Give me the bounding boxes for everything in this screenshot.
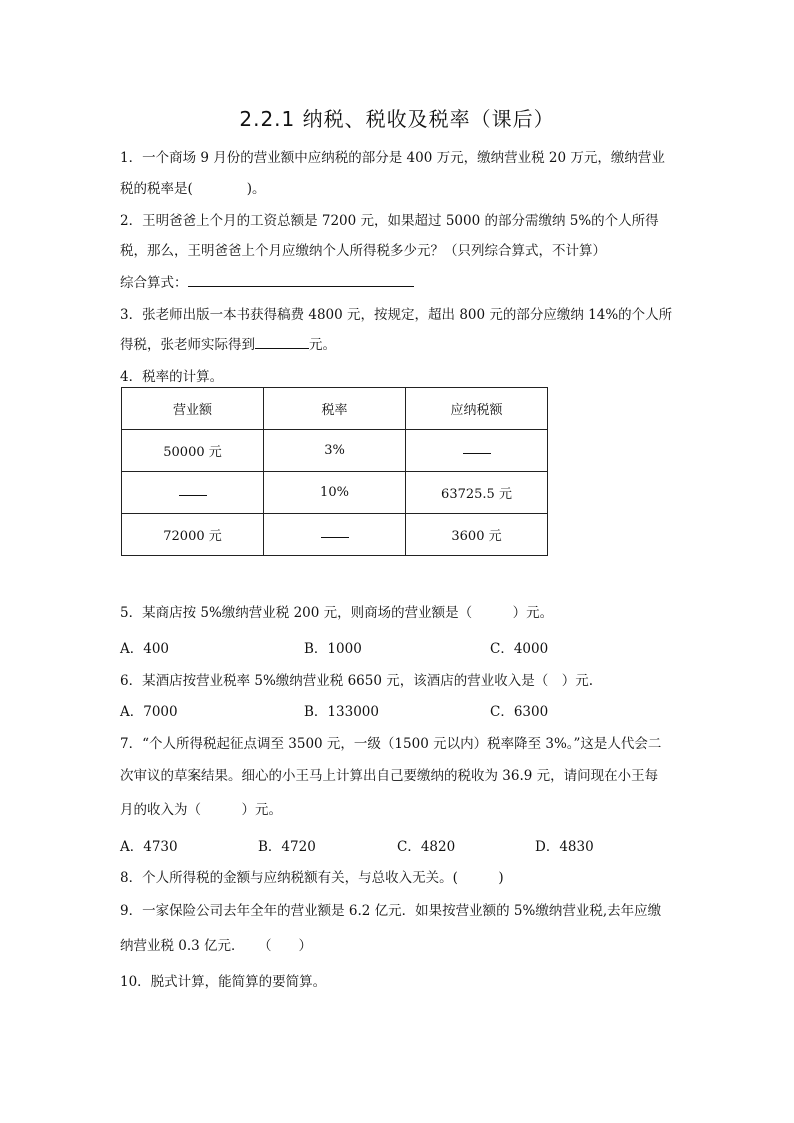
- q2-line2: 税，那么，王明爸爸上个月应缴纳个人所得税多少元？（只列综合算式，不计算）: [120, 243, 606, 259]
- table-cell: 63725.5 元: [406, 472, 548, 514]
- q7-option-d[interactable]: D．4830: [535, 839, 594, 855]
- q1-line2: 税的税率是( )。: [120, 181, 266, 197]
- q6-option-b[interactable]: B．133000: [304, 704, 379, 720]
- q5-option-b[interactable]: B．1000: [304, 641, 362, 657]
- table-cell: [264, 514, 406, 556]
- q3-line2-end: 元。: [309, 337, 336, 353]
- table-cell: 3600 元: [406, 514, 548, 556]
- q2-line1: 2．王明爸爸上个月的工资总额是 7200 元，如果超过 5000 的部分需缴纳 5%的个人所得: [120, 213, 659, 229]
- table-cell: [406, 430, 548, 472]
- answer-blank[interactable]: [463, 443, 491, 454]
- table-cell: [122, 472, 264, 514]
- q3-answer-blank[interactable]: [255, 336, 309, 349]
- table-header-row: [122, 388, 548, 430]
- table-row: [122, 472, 548, 514]
- table-cell: 72000 元: [122, 514, 264, 556]
- q2-answer: [120, 271, 414, 291]
- tax-rate-table: [121, 387, 548, 556]
- q5-text: 5．某商店按 5%缴纳营业税 200 元，则商场的营业额是（ ）元。: [120, 605, 554, 621]
- answer-blank[interactable]: [179, 485, 207, 496]
- q8-text: 8．个人所得税的金额与应纳税额有关，与总收入无关。( ): [120, 870, 504, 886]
- q2-answer-label: 综合算式：: [120, 275, 188, 291]
- table-row: [122, 430, 548, 472]
- table-row: [122, 514, 548, 556]
- q2-answer-blank[interactable]: [188, 274, 414, 287]
- q4-label: 4．税率的计算。: [120, 369, 224, 385]
- q7-line1: 7．“个人所得税起征点调至 3500 元，一级（1500 元以内）税率降至 3%。”这是人代会二: [120, 736, 662, 752]
- q1-line1: 1．一个商场 9 月份的营业额中应纳税的部分是 400 万元，缴纳营业税 20 万元，缴纳营业: [120, 150, 665, 166]
- q5-option-a[interactable]: A．400: [120, 641, 170, 657]
- table-header: 应纳税额: [406, 388, 548, 430]
- q7-option-b[interactable]: B．4720: [258, 839, 316, 855]
- q9-line2: 纳营业税 0.3 亿元． （ ）: [120, 938, 313, 954]
- q6-text: 6．某酒店按营业税率 5%缴纳营业税 6650 元，该酒店的营业收入是（ ）元.: [120, 673, 594, 689]
- q7-option-c[interactable]: C．4820: [397, 839, 456, 855]
- q7-option-a[interactable]: A．4730: [120, 839, 178, 855]
- q10-text: 10．脱式计算，能简算的要简算。: [120, 974, 327, 990]
- table-cell: 10%: [264, 472, 406, 514]
- table-cell: 50000 元: [122, 430, 264, 472]
- page-title: 2.2.1 纳税、税收及税率（课后）: [239, 107, 555, 131]
- q5-option-c[interactable]: C．4000: [490, 641, 549, 657]
- q3-line1: 3．张老师出版一本书获得稿费 4800 元，按规定，超出 800 元的部分应缴纳 14%的个人所: [120, 307, 673, 323]
- q6-option-a[interactable]: A．7000: [120, 704, 178, 720]
- q9-line1: 9．一家保险公司去年全年的营业额是 6.2 亿元．如果按营业额的 5%缴纳营业税,去年应缴: [120, 903, 662, 919]
- q7-line3: 月的收入为（ ）元。: [120, 802, 282, 818]
- q6-option-c[interactable]: C．6300: [490, 704, 549, 720]
- q3-line2-start: 得税，张老师实际得到: [120, 337, 255, 353]
- table-cell: 3%: [264, 430, 406, 472]
- answer-blank[interactable]: [321, 527, 349, 538]
- table-header: 营业额: [122, 388, 264, 430]
- q7-line2: 次审议的草案结果。细心的小王马上计算出自己要缴纳的税收为 36.9 元，请问现在小王每: [120, 768, 659, 784]
- q3-line2: [120, 333, 336, 353]
- table-header: 税率: [264, 388, 406, 430]
